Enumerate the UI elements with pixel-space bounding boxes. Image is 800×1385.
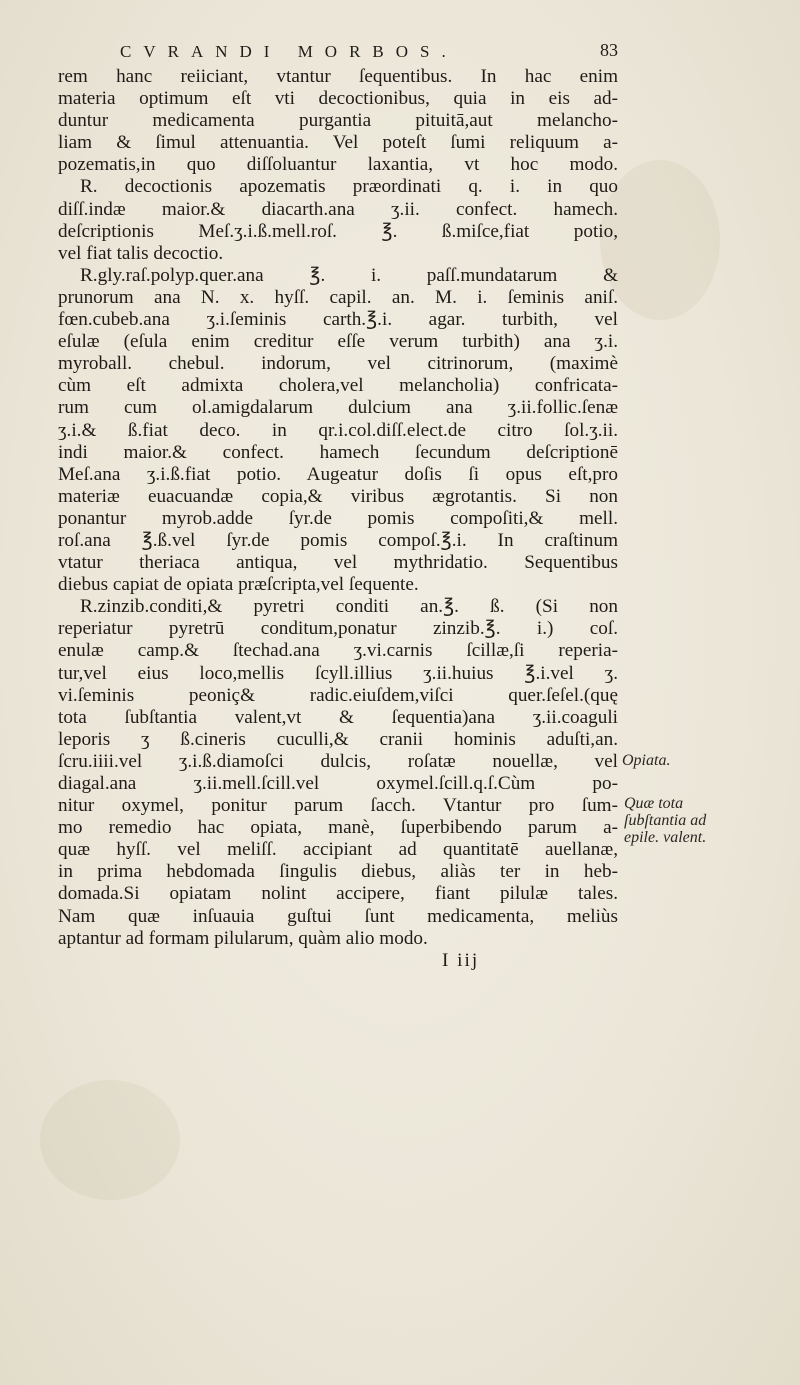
text-line: enulæ camp.& ſtechad.ana ʒ.vi.carnis ſcillæ,ſi reperia-: [58, 640, 618, 662]
text-line: myroball. chebul. indorum, vel citrinorum, (maximè: [58, 353, 618, 375]
text-line: mo remedio hac opiata, manè, ſuperbibendo parum a-: [58, 817, 618, 839]
text-line: R. decoctionis apozematis præordinati q. i. in quo: [80, 176, 618, 198]
text-line: fœn.cubeb.ana ʒ.i.ſeminis carth.℥.i. agar. turbith, vel: [58, 309, 618, 331]
text-line: ponantur myrob.adde ſyr.de pomis compoſiti,& mell.: [58, 507, 618, 529]
text-line: diagal.ana ʒ.ii.mell.ſcill.vel oxymel.ſcill.q.ſ.Cùm po-: [58, 773, 618, 794]
margin-note-substance: [624, 795, 706, 846]
text-line: vi.ſeminis peoniç& radic.eiuſdem,viſci quer.ſeſel.(quę: [58, 684, 618, 706]
text-line: diſſ.indæ maior.& diacarth.ana ʒ.ii. confect. hamech.: [58, 198, 618, 220]
text-line: tur,vel eius loco,mellis ſcyll.illius ʒ.ii.huius ℥.i.vel ʒ.: [58, 662, 618, 684]
text-line: reperiatur pyretrū conditum,ponatur zinzib.℥. i.) coſ.: [58, 618, 618, 640]
text-line: materiæ euacuandæ copia,& viribus ægrotantis. Si non: [58, 485, 618, 507]
text-line: indi maior.& confect. hamech ſecundum deſcriptionē: [58, 441, 618, 463]
paper-stain: [40, 1080, 180, 1200]
text-line: rum cum ol.amigdalarum dulcium ana ʒ.ii.follic.ſenæ: [58, 397, 618, 419]
text-line: nitur oxymel, ponitur parum ſacch. Vtantur pro ſum-: [58, 795, 618, 817]
text-line: ʒ.i.& ß.fiat deco. in qr.i.col.diſſ.elect.de citro ſol.ʒ.ii.: [58, 419, 618, 441]
text-line: quæ hyſſ. vel meliſſ. accipiant ad quantitatē auellanæ,: [58, 839, 618, 861]
margin-note-line: epile. valent.: [624, 829, 707, 846]
signature-mark: I iij: [442, 949, 480, 971]
text-line: domada.Si opiatam nolint accipere, fiant pilulæ tales.: [58, 883, 618, 905]
text-line: aptantur ad formam pilularum, quàm alio modo.: [58, 927, 428, 949]
text-line: roſ.ana ℥.ß.vel ſyr.de pomis compoſ.℥.i. In craſtinum: [58, 529, 618, 551]
running-header: [120, 42, 620, 66]
page-number: 83: [600, 40, 618, 60]
text-line: rem hanc reiiciant, vtantur ſequentibus. In hac enim: [58, 66, 618, 87]
margin-note-opiata: Opiata.: [622, 752, 671, 769]
text-line: diebus capiat de opiata præſcripta,vel ſequente.: [58, 574, 419, 596]
body-text: [58, 66, 618, 972]
text-line: in prima hebdomada ſingulis diebus, aliàs ter in heb-: [58, 861, 618, 883]
text-line: leporis ʒ ß.cineris cuculli,& cranii hominis aduſti,an.: [58, 728, 618, 750]
text-line: deſcriptionis Meſ.ʒ.i.ß.mell.roſ. ℥. ß.miſce,fiat potio,: [58, 220, 618, 242]
text-line: tota ſubſtantia valent,vt & ſequentia)ana ʒ.ii.coaguli: [58, 706, 618, 728]
text-line: materia optimum eſt vti decoctionibus, quia in eis ad-: [58, 88, 618, 110]
text-line: duntur medicamenta purgantia pituitā,aut melancho-: [58, 110, 618, 132]
text-line: cùm eſt admixta cholera,vel melancholia) confricata-: [58, 375, 618, 397]
text-line: prunorum ana N. x. hyſſ. capil. an. M. i. ſeminis aniſ.: [58, 286, 618, 308]
text-line: pozematis,in quo diſſoluantur laxantia, vt hoc modo.: [58, 154, 618, 176]
text-line: vel fiat talis decoctio.: [58, 242, 224, 264]
margin-note-line: ſubſtantia ad: [624, 812, 707, 829]
text-line: R.zinzib.conditi,& pyretri conditi an.℥. ß. (Si non: [80, 596, 618, 618]
paper-stain: [600, 160, 720, 320]
text-line: Nam quæ inſuauia guſtui ſunt medicamenta, meliùs: [58, 905, 618, 927]
text-line: ſcru.iiii.vel ʒ.i.ß.diamoſci dulcis, roſatæ nouellæ, vel: [58, 750, 618, 772]
text-line: liam & ſimul attenuantia. Vel poteſt ſumi reliquum a-: [58, 132, 618, 154]
text-line: R.gly.raſ.polyp.quer.ana ℥. i. paſſ.mundatarum &: [80, 264, 618, 286]
text-line: Meſ.ana ʒ.i.ß.fiat potio. Augeatur doſis ſi opus eſt,pro: [58, 463, 618, 485]
margin-note-line: Quæ tota: [624, 795, 684, 812]
running-title: CVRANDI MORBOS.: [120, 42, 458, 61]
text-line: vtatur theriaca antiqua, vel mythridatio. Sequentibus: [58, 552, 618, 574]
text-line: eſulæ (eſula enim creditur eſſe verum turbith) ana ʒ.i.: [58, 331, 618, 353]
